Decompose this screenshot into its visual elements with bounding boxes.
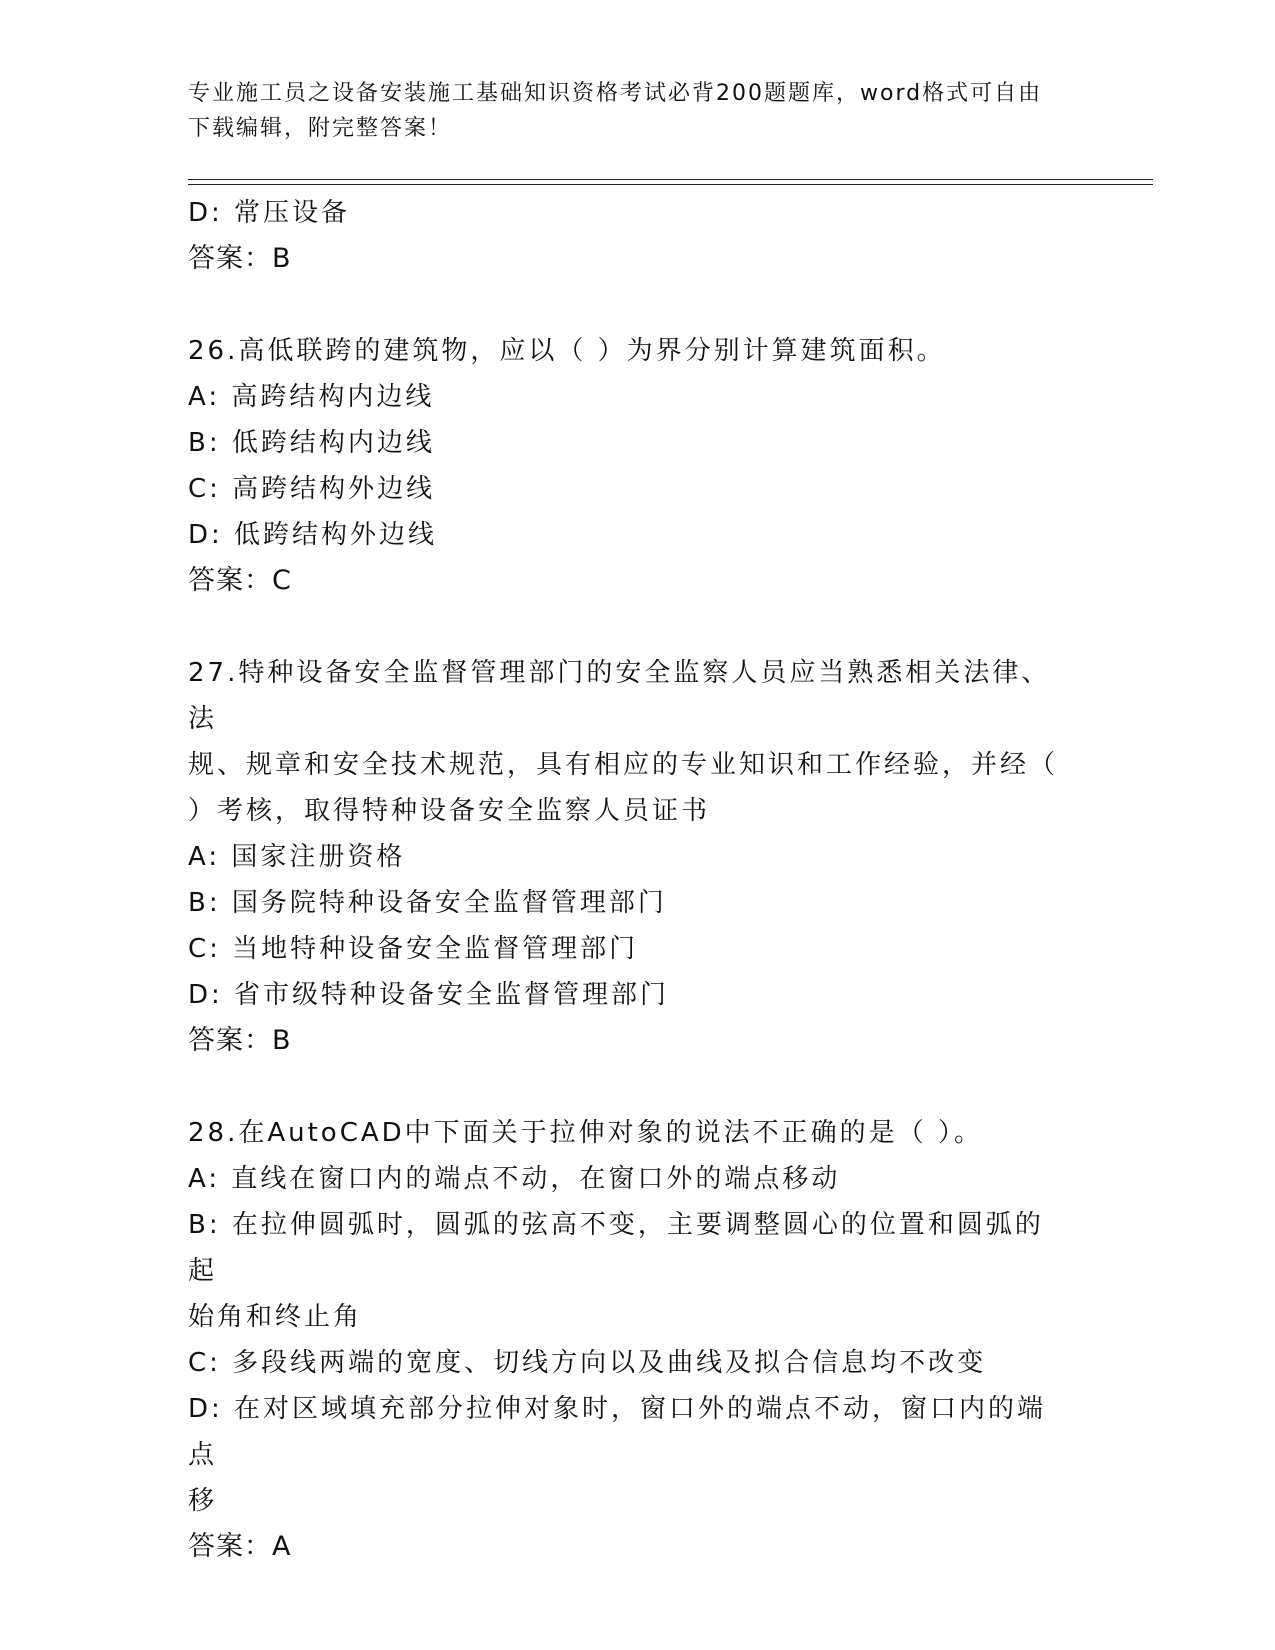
question-stem-line-3: ）考核，取得特种设备安全监察人员证书 [188,796,711,826]
header-line-1: 专业施工员之设备安装施工基础知识资格考试必背200题题库，word格式可自由 [188,81,1043,106]
question-28 [188,1110,1068,1570]
option-d-line-1: D: 在对区域填充部分拉伸对象时，窗口外的端点不动，窗口内的端点 [188,1394,1047,1470]
option-d: D: 省市级特种设备安全监督管理部门 [188,980,670,1010]
answer: 答案：B [188,1025,292,1056]
spacer [188,604,1068,650]
option-b-line-2: 始角和终止角 [188,1302,363,1332]
option-c: C: 当地特种设备安全监督管理部门 [188,934,639,964]
spacer [188,1064,1068,1110]
option-d: D: 常压设备 [188,198,351,228]
answer: 答案：C [188,565,292,596]
question-stem-line-1: 27.特种设备安全监督管理部门的安全监察人员应当熟悉相关法律、法 [188,658,1051,734]
answer: 答案：B [188,243,292,274]
option-b: B: 低跨结构内边线 [188,428,435,458]
question-stem: 26.高低联跨的建筑物，应以（ ）为界分别计算建筑面积。 [188,336,946,366]
option-b-line-1: B: 在拉伸圆弧时，圆弧的弦高不变，主要调整圆心的位置和圆弧的起 [188,1210,1044,1286]
question-stem: 28.在AutoCAD中下面关于拉伸对象的说法不正确的是（ ）。 [188,1118,983,1148]
question-26 [188,328,1068,604]
option-a: A: 国家注册资格 [188,842,406,872]
header-line-2: 下载编辑，附完整答案！ [188,116,453,141]
question-27 [188,650,1068,1064]
option-c: C: 多段线两端的宽度、切线方向以及曲线及拟合信息均不改变 [188,1348,987,1378]
answer: 答案：A [188,1531,292,1562]
option-c: C: 高跨结构外边线 [188,474,436,504]
header-divider-top [188,179,1153,180]
option-a: A: 直线在窗口内的端点不动，在窗口外的端点移动 [188,1164,841,1194]
spacer [188,282,1068,328]
question-content [188,190,1068,1570]
document-header [188,76,1068,146]
option-d: D: 低跨结构外边线 [188,520,438,550]
question-stem-line-2: 规、规章和安全技术规范，具有相应的专业知识和工作经验，并经（ [188,750,1059,780]
option-a: A: 高跨结构内边线 [188,382,435,412]
previous-question [188,190,1068,282]
header-divider-bottom [188,184,1153,185]
option-b: B: 国务院特种设备安全监督管理部门 [188,888,667,918]
option-d-line-2: 移 [188,1486,218,1516]
